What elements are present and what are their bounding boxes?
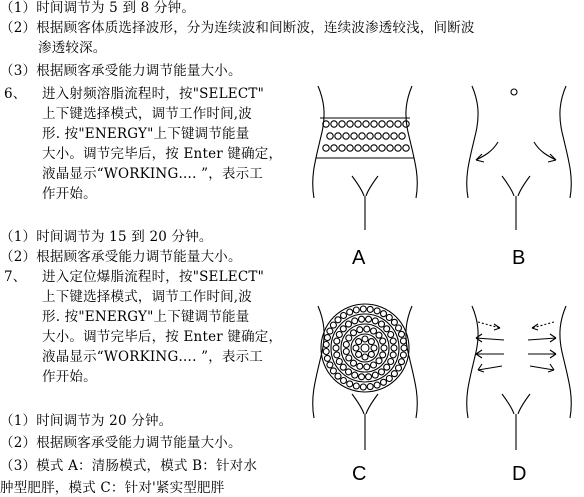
ring-circle — [357, 363, 363, 369]
text-line-20: 作开始。 — [42, 369, 97, 385]
ring-circle — [374, 308, 380, 314]
band-circle — [367, 133, 373, 139]
ring-circle — [381, 345, 387, 351]
ring-circle — [362, 354, 368, 360]
band-circle — [359, 133, 365, 139]
ring-circle — [340, 364, 346, 370]
ring-circle — [353, 345, 359, 351]
band-circle — [403, 145, 409, 151]
text-line-21: （1）时间调节为 20 分钟。 — [0, 413, 173, 429]
text-line-19: 液晶显示“WORKING…. ”，表示工 — [42, 349, 264, 365]
ring-circle — [346, 321, 352, 327]
ring-circle — [399, 359, 405, 365]
ring-circle — [396, 365, 402, 371]
ring-circle — [341, 378, 347, 384]
ring-circle — [351, 360, 357, 366]
ring-circle — [401, 345, 407, 351]
ring-circle — [334, 352, 340, 358]
ring-circle — [341, 313, 347, 319]
band-circle — [379, 121, 385, 127]
ring-circle — [367, 306, 373, 312]
band-circle — [339, 121, 345, 127]
ring-circle — [356, 351, 362, 357]
ring-circle — [360, 306, 366, 312]
text-line-17: 形. 按"ENERGY"上下键调节能量 — [42, 309, 250, 325]
band-circle — [395, 121, 401, 127]
ring-circle — [346, 369, 352, 375]
ring-circle — [388, 332, 394, 338]
ring-circle — [372, 372, 378, 378]
band-circle — [383, 133, 389, 139]
band-circle — [363, 121, 369, 127]
ring-circle — [372, 318, 378, 324]
ring-circle — [352, 318, 358, 324]
ring-circle — [386, 376, 392, 382]
ring-circle — [346, 355, 352, 361]
band-circle — [395, 145, 401, 151]
ring-circle — [374, 382, 380, 388]
band-circle — [371, 145, 377, 151]
section-number-7: 7、 — [4, 269, 27, 285]
ring-circle — [376, 358, 382, 364]
band-circle — [355, 145, 361, 151]
figure-d-torso-diagram — [462, 302, 582, 452]
band-circle — [347, 145, 353, 151]
circle-pattern — [323, 121, 409, 151]
ring-circle — [330, 368, 336, 374]
ring-circle — [336, 359, 342, 365]
ring-circle — [335, 317, 341, 323]
text-line-8: 形. 按"ENERGY"上下键调节能量 — [42, 126, 250, 142]
section-number-6: 6、 — [4, 86, 27, 102]
ring-circle — [386, 315, 392, 321]
band-circle — [387, 145, 393, 151]
ring-circle — [353, 307, 359, 313]
figure-d-label: D — [512, 463, 527, 485]
text-line-16: 上下键选择模式，调节工作时间,波 — [42, 289, 252, 305]
ring-circle — [380, 352, 386, 358]
text-line-4: （3）根据顾客承受能力调节能量大小。 — [0, 63, 242, 79]
ring-circle — [357, 327, 363, 333]
text-line-23: （3）模式 A：清肠模式，模式 B：针对水 — [0, 458, 258, 474]
band-circle — [331, 145, 337, 151]
ring-circle — [327, 328, 333, 334]
band-circle — [355, 121, 361, 127]
ring-circle — [327, 362, 333, 368]
text-line-3: 渗透较深。 — [38, 40, 107, 56]
band-circle — [387, 121, 393, 127]
ring-circle — [367, 384, 373, 390]
ring-circle — [333, 345, 339, 351]
ring-circle — [352, 372, 358, 378]
figure-a-torso-diagram — [300, 80, 440, 230]
ring-circle — [362, 336, 368, 342]
band-circle — [343, 133, 349, 139]
ring-circle — [323, 342, 329, 348]
text-line-13: （2）根据顾客承受能力调节能量大小。 — [0, 249, 242, 265]
figure-b-label: B — [512, 247, 526, 269]
ring-circle — [371, 345, 377, 351]
band-circle — [339, 145, 345, 151]
text-line-12: （1）时间调节为 15 到 20 分钟。 — [0, 229, 213, 245]
text-line-24: 肿型肥胖，模式 C：针对'紧实型肥胖 — [0, 480, 225, 496]
ring-circle — [391, 345, 397, 351]
ring-circle — [360, 384, 366, 390]
figure-c-label: C — [352, 463, 367, 485]
ring-circle — [359, 374, 365, 380]
ring-circle — [381, 379, 387, 385]
ring-circle — [346, 335, 352, 341]
ring-circle — [353, 383, 359, 389]
ring-circle — [379, 321, 385, 327]
ring-circle — [400, 352, 406, 358]
band-circle — [351, 133, 357, 139]
ring-circle — [334, 338, 340, 344]
ring-circle — [343, 342, 349, 348]
band-circle — [347, 121, 353, 127]
ring-circle — [379, 369, 385, 375]
ring-circle — [391, 319, 397, 325]
ring-circle — [368, 339, 374, 345]
band-circle — [363, 145, 369, 151]
ring-circle — [323, 349, 329, 355]
ring-circle — [390, 352, 396, 358]
ring-circle — [366, 316, 372, 322]
ring-circle — [347, 381, 353, 387]
ring-circle — [388, 359, 394, 365]
band-circle — [375, 133, 381, 139]
ring-circle — [324, 335, 330, 341]
band-circle — [335, 133, 341, 139]
ring-circle — [376, 332, 382, 338]
text-line-15: 进入定位爆脂流程时，按"SELECT" — [42, 269, 264, 285]
ring-circle — [384, 326, 390, 332]
ring-circle — [384, 364, 390, 370]
ring-circle — [368, 351, 374, 357]
ring-circle — [400, 338, 406, 344]
text-line-18: 大小。调节完毕后，按 Enter 键确定， — [42, 329, 283, 345]
band-circle — [399, 133, 405, 139]
ring-circle — [364, 326, 370, 332]
text-line-7: 上下键选择模式，调节工作时间,波 — [42, 106, 252, 122]
ring-circle — [330, 322, 336, 328]
text-line-10: 液晶显示“WORKING…. ”，表示工 — [42, 166, 264, 182]
band-circle — [379, 145, 385, 151]
text-line-22: （2）根据顾客承受能力调节能量大小。 — [0, 435, 242, 451]
ring-circle — [366, 374, 372, 380]
text-line-2: （2）根据顾客体质选择波形，分为连续波和间断波，连续波渗透较浅，间断波 — [0, 20, 475, 36]
figure-a-label: A — [352, 247, 366, 269]
ring-circle — [396, 325, 402, 331]
ring-circle — [371, 362, 377, 368]
ring-circle — [335, 373, 341, 379]
band-circle — [323, 145, 329, 151]
band-circle — [331, 121, 337, 127]
band-circle — [391, 133, 397, 139]
text-line-11: 作开始。 — [42, 186, 97, 202]
ring-circle — [380, 338, 386, 344]
ring-circle — [356, 339, 362, 345]
ring-circle — [340, 326, 346, 332]
band-circle — [371, 121, 377, 127]
ring-circle — [336, 332, 342, 338]
ring-circle — [381, 311, 387, 317]
figure-c-torso-diagram — [300, 302, 440, 452]
ring-circle — [359, 316, 365, 322]
band-circle — [327, 133, 333, 139]
ring-circle — [351, 330, 357, 336]
ring-circle — [343, 349, 349, 355]
ring-circle — [364, 364, 370, 370]
ring-circle — [390, 338, 396, 344]
ring-circle — [399, 331, 405, 337]
text-line-9: 大小。调节完毕后，按 Enter 键确定， — [42, 146, 283, 162]
text-line-1: （1）时间调节为 5 到 8 分钟。 — [0, 0, 196, 16]
figure-b-torso-diagram — [462, 80, 582, 230]
ring-circle — [371, 328, 377, 334]
ring-circle — [347, 309, 353, 315]
ring-circle — [391, 371, 397, 377]
ring-circle — [324, 355, 330, 361]
text-line-6: 进入射频溶脂流程时，按"SELECT" — [42, 86, 264, 102]
